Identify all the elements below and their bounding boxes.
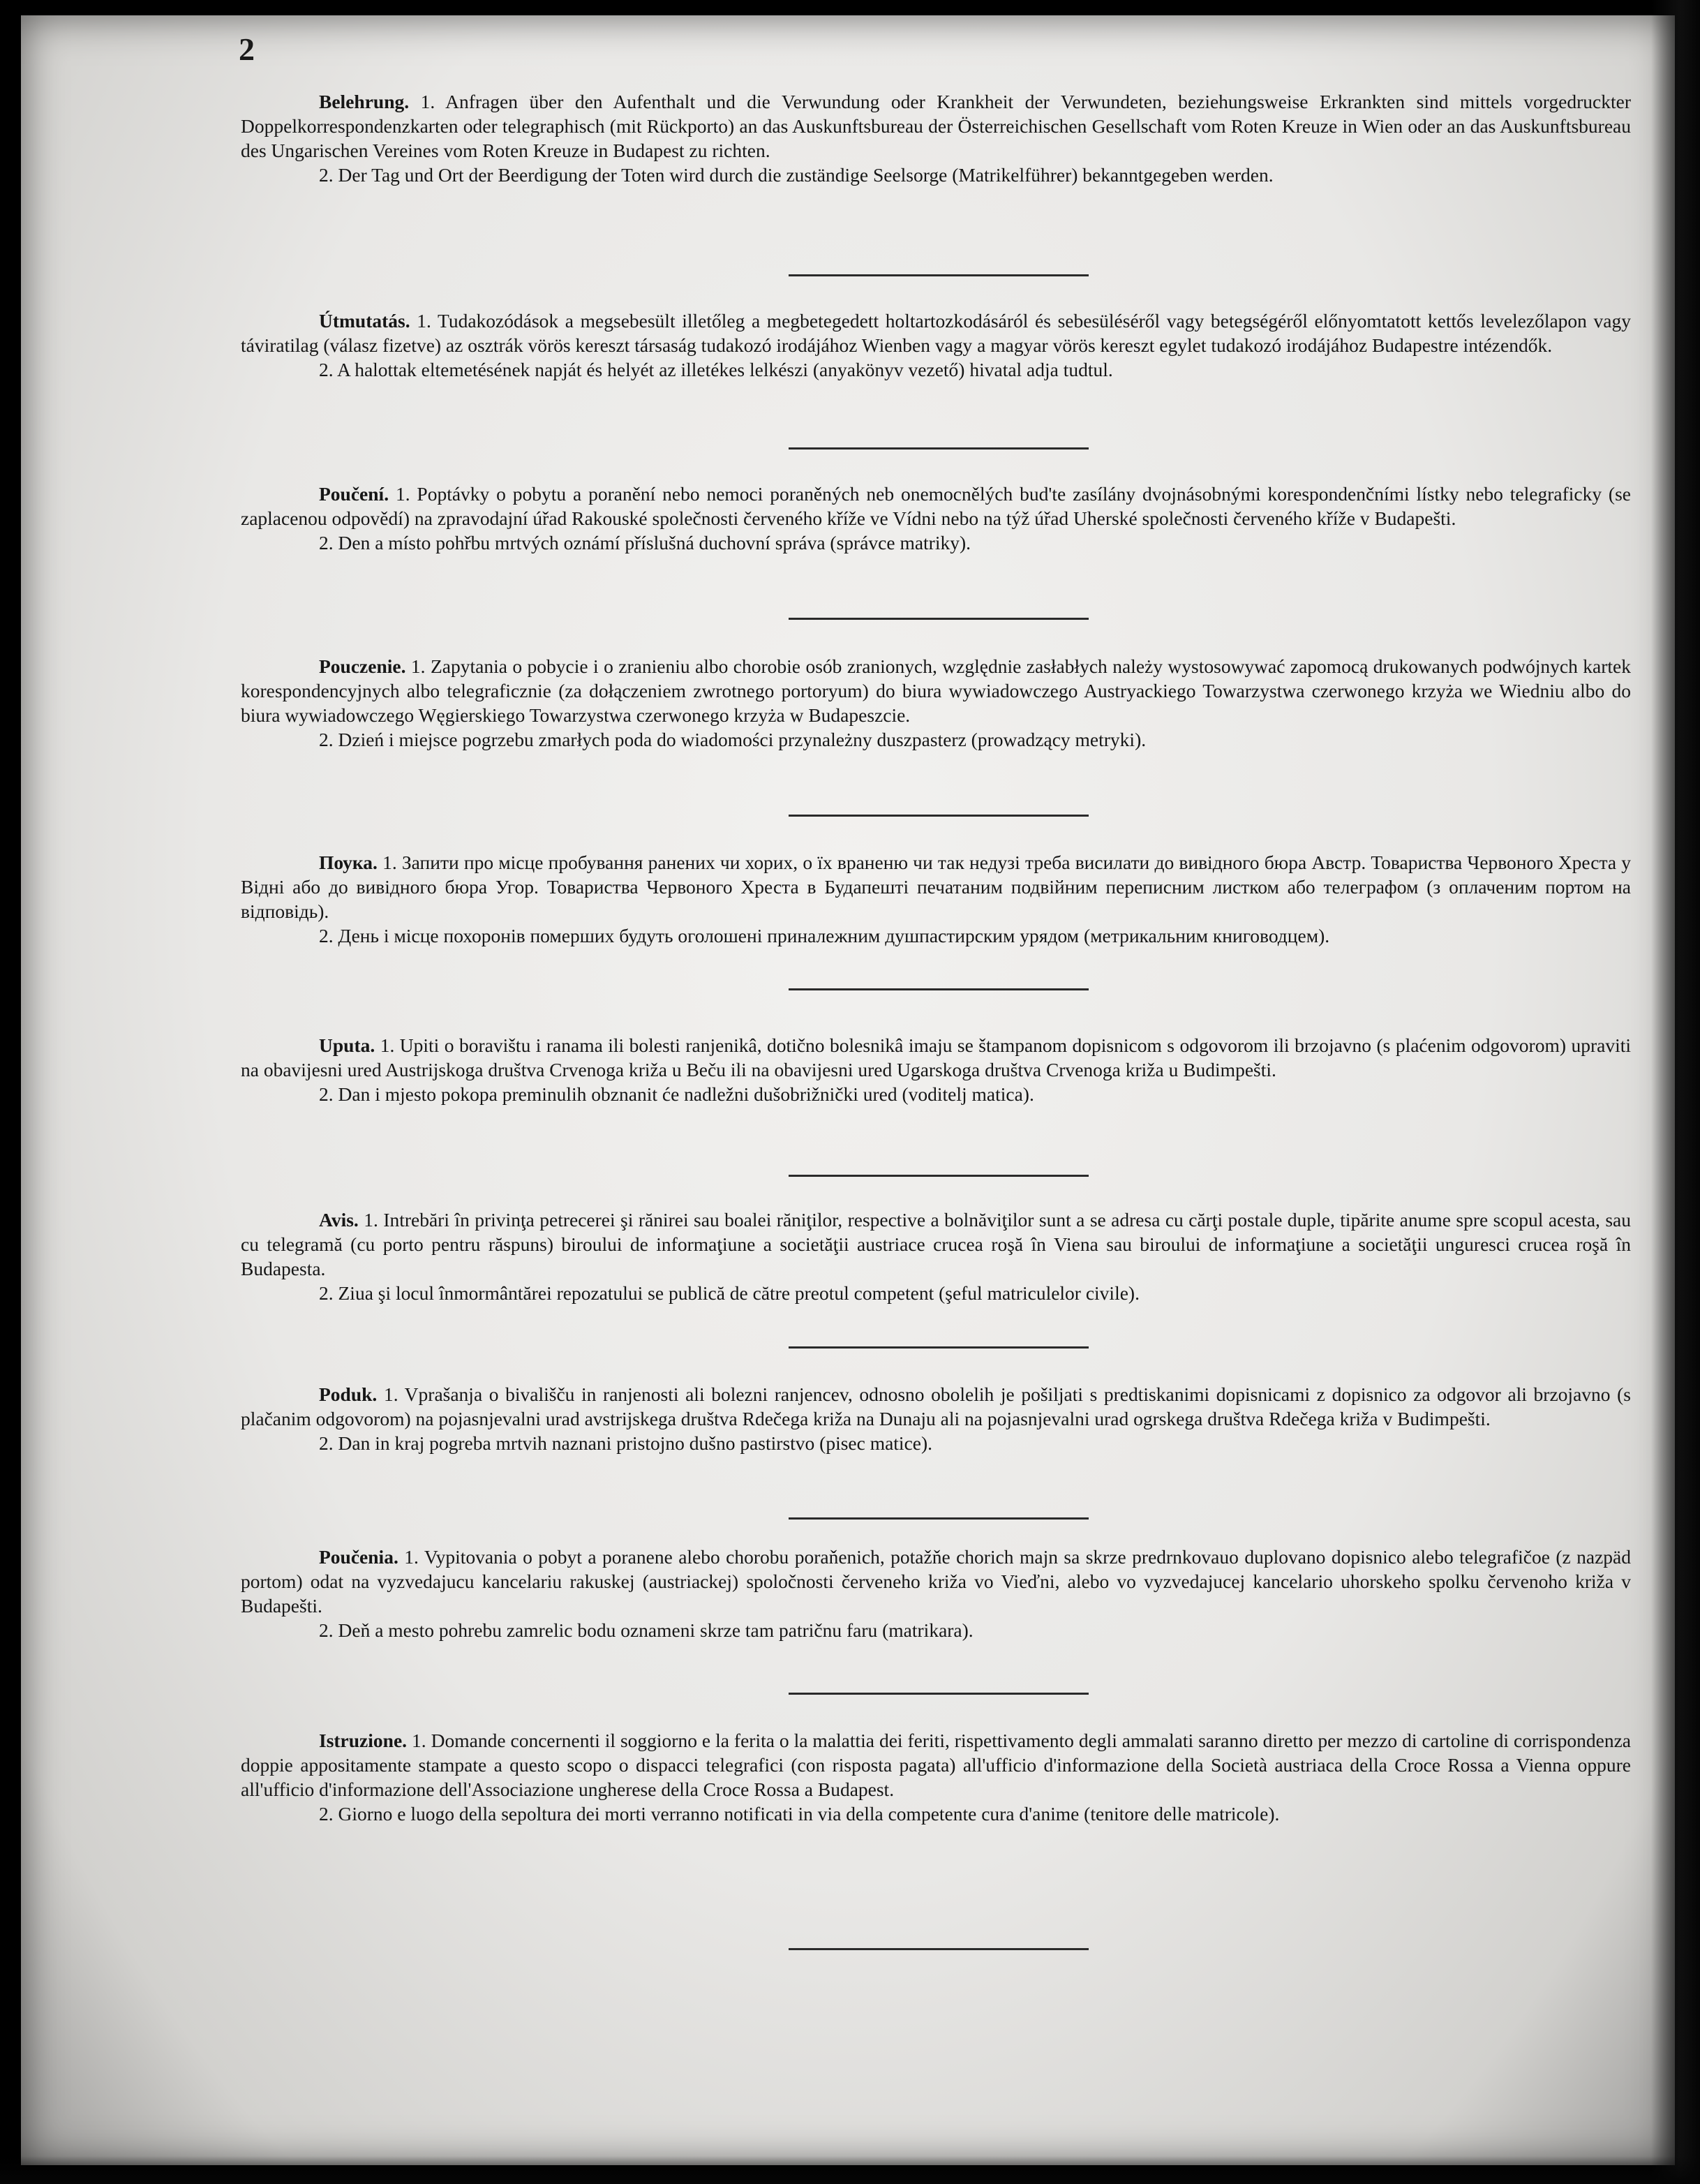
section-paragraph-1 — [241, 1208, 1631, 1281]
section-paragraph-2: 2. Dan i mjesto pokopa preminulih obznanit će nadležni dušobrižnički ured (voditelj matica). — [319, 1083, 1034, 1105]
section-divider — [789, 815, 1089, 817]
section-text-1: 1. Vprašanja o bivališču in ranjenosti ali bolezni ranjencev, odnosno obolelih je pošiljati s predtiskanimi dopisnicami z dopisnico za odgovor ali brzojavno (s plačanim odgovorom) na pojasnjevalni urad avstrijskega društva Rdečega križa na Dunaju ali na pojasnjevalni urad ogrskega društva Rdečega križa v Budimpešti. — [241, 1383, 1631, 1429]
section-slovak — [241, 1545, 1631, 1642]
section-polish — [241, 654, 1631, 752]
section-german — [241, 89, 1631, 187]
section-divider — [789, 274, 1089, 276]
section-divider — [789, 988, 1089, 990]
section-croatian — [241, 1033, 1631, 1106]
section-paragraph-1 — [241, 309, 1631, 357]
section-lead: Uputa. — [319, 1034, 375, 1056]
section-divider — [789, 1693, 1089, 1695]
section-paragraph-1 — [241, 1545, 1631, 1618]
section-lead: Pouczenie. — [319, 655, 406, 677]
section-text-1: 1. Tudakozódások a megsebesült illetőleg a megbetegedett holtartozkodásáról és sebesüléséről vagy betegségéről előnyomtatott kettős levelezőlapon vagy táviratilag (válasz fizetve) az osztrák vörös kereszt társaság tudakozó irodájához Wienben vagy a magyar vörös kereszt egylet tudakozó irodájához Budapestre intézendők. — [241, 310, 1631, 356]
section-paragraph-2: 2. Den a místo pohřbu mrtvých oznámí příslušná duchovní správa (správce matriky). — [319, 532, 971, 554]
section-paragraph-2: 2. Giorno e luogo della sepoltura dei morti verranno notificati in via della competente cura d'anime (tenitore delle matricole). — [319, 1803, 1280, 1825]
section-text-1: 1. Intrebări în privinţa petrecerei şi rănirei sau boalei răniţilor, respective a bolnăviţilor sunt a se adresa cu cărţi postale duple, tipărite anume spre scopul acesta, sau cu telegramă (cu porto pentru răspuns) biroului de informaţiune a societăţii austriace crucea roşă în Viena sau biroului de informaţiune a societăţii ungurescі crucea roşă în Budapesta. — [241, 1209, 1632, 1279]
section-lead: Útmutatás. — [319, 310, 410, 332]
section-paragraph-1 — [241, 850, 1631, 923]
section-text-1: 1. Anfragen über den Aufenthalt und die Verwundung oder Krankheit der Verwundeten, beziehungsweise Erkrankten sind mittels vorgedruckter Doppelkorrespondenzkarten oder telegraphisch (mit Rückporto) an das Auskunftsbureau der Österreichischen Gesellschaft vom Roten Kreuze in Wien oder an das Auskunftsbureau des Ungarischen Vereines vom Roten Kreuze in Budapest zu richten. — [241, 91, 1632, 161]
section-lead: Poučenia. — [319, 1546, 398, 1568]
section-paragraph-1 — [241, 1033, 1631, 1082]
section-paragraph-1 — [241, 1728, 1631, 1802]
section-text-1: 1. Poptávky o pobytu a poranění nebo nemoci poraněných neb onemocnělých bud'te zasílány dvojnásobnými korespondenčními lístky nebo telegraficky (se zaplacenou odpovědí) na zpravodajní úřad Rakouské společnosti červeného kříže ve Vídni nebo na týž úřad Uherské společnosti červeného kříže v Budapešti. — [241, 483, 1631, 529]
page-number: 2 — [239, 31, 255, 67]
section-slovenian — [241, 1382, 1631, 1455]
section-text-1: 1. Upiti o boravištu i ranama ili bolesti ranjenikâ, dotično bolesnikâ imaju se štampanom dopisnicom s odgovorom ili brzojavno (s plaćenim odgovorom) upraviti na obavijesni ured Austrijskoga društva Crvenoga križa u Beču ili na obavijesni ured Ugarskoga društva Crvenoga križa u Budimpešti. — [241, 1034, 1632, 1080]
section-paragraph-2: 2. Der Tag und Ort der Beerdigung der Toten wird durch die zuständige Seelsorge (Matrikelführer) bekanntgegeben werden. — [319, 164, 1274, 186]
section-czech — [241, 482, 1631, 555]
section-lead: Avis. — [319, 1209, 359, 1231]
section-paragraph-2: 2. A halottak eltemetésének napját és helyét az illetékes lelkészi (anyakönyv vezető) hivatal adja tudtul. — [319, 359, 1113, 380]
section-text-1: 1. Vypitovania o pobyt a poranene alebo chorobu poraňenich, potažňe chorich majn sa skrze predrnkovauo duplovano dopisnico alebo telegrafičoe (z nazpäd portom) odat na vyzvedajucu kancelariu rakuskej (austriackej) spoločnosti červeneho križa vo Vieďni, alebo vo vyzvedajucej kancelario uhorskeho spolku červenoho križa v Budapešti. — [241, 1546, 1632, 1617]
section-romanian — [241, 1208, 1631, 1305]
section-divider — [789, 1948, 1089, 1950]
scan-edge-right — [1651, 0, 1700, 2184]
section-italian — [241, 1728, 1631, 1826]
section-lead: Istruzione. — [319, 1730, 408, 1751]
section-paragraph-2: 2. Dzień i miejsce pogrzebu zmarłych poda do wiadomości przynależny duszpasterz (prowadzący metryki). — [319, 729, 1147, 750]
section-paragraph-1 — [241, 654, 1631, 727]
section-hungarian — [241, 309, 1631, 382]
section-lead: Poučení. — [319, 483, 389, 505]
section-paragraph-1 — [241, 1382, 1631, 1431]
section-paragraph-2: 2. Deň a mesto pohrebu zamrelic bodu oznameni skrze tam patričnu faru (matrikara). — [319, 1619, 974, 1641]
section-text-1: 1. Domande concernenti il soggiorno e la ferita o la malattia dei feriti, rispettivamento degli ammalati saranno diretto per mezzo di cartoline di corrispondenza doppie appositamente stampate a questo scopo o dispacci telegrafici (con risposta pagata) all'ufficio d'informazione della Società austriaca della Croce Rossa a Vienna oppure all'ufficio d'informazione dell'Associazione ungherese della Croce Rossa a Budapest. — [241, 1730, 1631, 1800]
section-paragraph-2: 2. День і місце похоронів померших будуть оголошені приналежним душпастирским урядом (метрикальним книговодцем). — [319, 925, 1330, 946]
section-paragraph-2: 2. Ziua şi locul înmormântărei repozatului se publică de către preotul competent (şeful matriculelor civile). — [319, 1282, 1140, 1304]
section-ukrainian — [241, 850, 1631, 948]
section-divider — [789, 1175, 1089, 1177]
section-lead: Belehrung. — [319, 91, 410, 112]
scan-edge-bottom — [0, 2156, 1700, 2184]
section-divider — [789, 1346, 1089, 1349]
section-text-1: 1. Zapytania o pobycie i o zranieniu albo chorobie osób zranionych, względnie zasłabłych należy wystosowywać zapomocą drukowanych podwójnych kartek korespondencyjnych albo telegraficznie (za dołączeniem zwrotnego portoryum) do biura wywiadowczego Austryackiego Towarzystwa czerwonego krzyża we Wiedniu albo do biura wywiadowczego Węgierskiego Towarzystwa czerwonego krzyża w Budapeszcie. — [241, 655, 1631, 726]
section-divider — [789, 447, 1089, 450]
section-lead: Поука. — [319, 852, 378, 873]
section-paragraph-1 — [241, 89, 1631, 163]
section-divider — [789, 618, 1089, 620]
section-paragraph-2: 2. Dan in kraj pogreba mrtvih naznani pristojno dušno pastirstvo (pisec matice). — [319, 1432, 933, 1454]
section-paragraph-1 — [241, 482, 1631, 530]
section-lead: Poduk. — [319, 1383, 378, 1405]
section-text-1: 1. Запити про місце пробування ранених чи хорих, о їх враненю чи так недузі треба висилати до вивідного бюра Австр. Товариства Червоного Хреста у Відні або до вивідного бюра Угор. Товариства Червоного Хреста в Будапешті печатаним подвійним переписним листком або телеграфом (з оплаченим портом на відповідь). — [241, 852, 1632, 922]
section-divider — [789, 1517, 1089, 1520]
